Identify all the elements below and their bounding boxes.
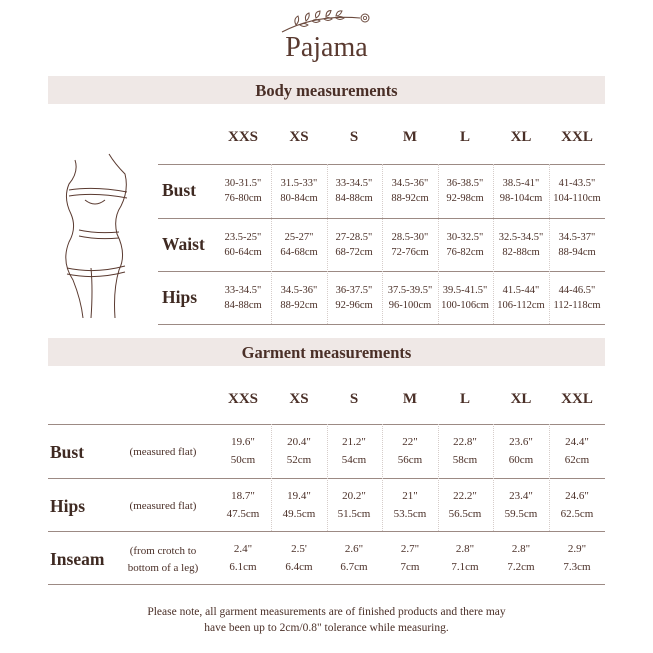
measurement-cell [213, 540, 273, 576]
measurement-cell [211, 176, 275, 206]
measurement-cell [211, 230, 275, 260]
cm-value: 51.5cm [337, 508, 371, 520]
body-measurements-heading: Body measurements [48, 76, 605, 104]
inches-value: 30-31.5" [224, 178, 262, 189]
row-label: Bust [162, 180, 197, 200]
measurement-cell [433, 230, 497, 260]
size-header: S [349, 129, 359, 145]
inches-value: 38.5-41" [502, 178, 540, 189]
inches-value: 28.5-30" [391, 232, 429, 243]
cm-value: 72-76cm [391, 247, 429, 258]
inches-value: 22" [402, 436, 418, 448]
inches-value: 21" [402, 490, 418, 502]
row-label: Bust [50, 442, 85, 462]
measurement-cell [545, 230, 609, 260]
size-header: M [402, 129, 418, 145]
size-header: XL [510, 129, 532, 145]
measurement-cell [491, 487, 551, 523]
cm-value: 106-112cm [497, 300, 545, 311]
cm-value: 59.5cm [504, 508, 538, 520]
cm-value: 112-118cm [553, 300, 601, 311]
inches-value: 22.2" [453, 490, 477, 502]
cm-value: 62.5cm [560, 508, 594, 520]
cm-value: 7.2cm [507, 561, 535, 573]
size-header: XXS [227, 129, 258, 145]
measurement-cell [324, 540, 384, 576]
inches-value: 32.5-34.5" [498, 232, 544, 243]
inches-value: 31.5-33" [280, 178, 318, 189]
inches-value: 18.7" [231, 490, 255, 502]
inches-value: 30-32.5" [446, 232, 484, 243]
cm-value: 76-80cm [224, 193, 262, 204]
measurement-cell [380, 540, 440, 576]
inches-value: 25-27" [284, 232, 314, 243]
measurement-cell [269, 487, 329, 523]
inches-value: 36-37.5" [335, 285, 373, 296]
measurement-cell [489, 176, 553, 206]
cm-value: 88-92cm [391, 193, 429, 204]
row-sublabel-line-2: bottom of a leg) [127, 562, 199, 574]
page-title: Pajama [285, 32, 368, 63]
size-header: XXS [227, 391, 258, 407]
inches-value: 2.6" [344, 543, 364, 555]
measurement-cell [322, 283, 386, 313]
inches-value: 34.5-36" [280, 285, 318, 296]
inches-value: 22.8" [453, 436, 477, 448]
measurement-cell [433, 176, 497, 206]
measurement-cell [489, 230, 553, 260]
inches-value: 2.9" [567, 543, 587, 555]
row-sublabel [118, 543, 208, 577]
row-label: Hips [162, 287, 198, 307]
cm-value: 60cm [508, 454, 534, 466]
inches-value: 27-28.5" [335, 232, 373, 243]
size-header: XXL [561, 391, 593, 407]
cm-value: 7.1cm [451, 561, 479, 573]
cm-value: 100-106cm [441, 300, 489, 311]
inches-value: 20.2" [342, 490, 366, 502]
cm-value: 80-84cm [280, 193, 318, 204]
cm-value: 88-92cm [280, 300, 318, 311]
inches-value: 41.5-44" [502, 285, 540, 296]
inches-value: 44-46.5" [558, 285, 596, 296]
cm-value: 92-98cm [446, 193, 484, 204]
inches-value: 24.6" [565, 490, 589, 502]
size-header: L [459, 391, 470, 407]
body-outline-illustration [55, 150, 145, 320]
cm-value: 58cm [452, 454, 478, 466]
inches-value: 2.8" [511, 543, 531, 555]
inches-value: 24.4" [565, 436, 589, 448]
inches-value: 2.7" [400, 543, 420, 555]
row-sublabel [118, 444, 208, 461]
cm-value: 53.5cm [393, 508, 427, 520]
measurement-cell [491, 540, 551, 576]
measurement-cell [435, 487, 495, 523]
inches-value: 19.4" [287, 490, 311, 502]
footer-note-line-2: have been up to 2cm/0.8" tolerance while measuring. [204, 622, 449, 634]
cm-value: 104-110cm [553, 193, 601, 204]
measurement-cell [324, 487, 384, 523]
footer-note-line-1: Please note, all garment measurements are of finished products and there may [147, 606, 506, 618]
cm-value: 47.5cm [226, 508, 260, 520]
cm-value: 60-64cm [224, 247, 262, 258]
cm-value: 88-94cm [558, 247, 596, 258]
inches-value: 33-34.5" [224, 285, 262, 296]
row-label: Hips [50, 496, 86, 516]
measurement-cell [491, 433, 551, 469]
size-header: XS [289, 129, 309, 145]
cm-value: 62cm [564, 454, 590, 466]
cm-value: 6.1cm [229, 561, 257, 573]
row-sublabel-line-1: (measured flat) [129, 500, 197, 512]
inches-value: 37.5-39.5" [387, 285, 433, 296]
measurement-cell [213, 433, 273, 469]
measurement-cell [211, 283, 275, 313]
size-header: M [402, 391, 418, 407]
row-sublabel [118, 498, 208, 515]
size-header: XL [510, 391, 532, 407]
size-header: L [459, 129, 470, 145]
inches-value: 2.4" [233, 543, 253, 555]
size-header: S [349, 391, 359, 407]
measurement-cell [324, 433, 384, 469]
inches-value: 34.5-37" [558, 232, 596, 243]
cm-value: 64-68cm [280, 247, 318, 258]
cm-value: 56cm [397, 454, 423, 466]
size-header: XXL [561, 129, 593, 145]
row-divider [48, 531, 605, 532]
cm-value: 7cm [400, 561, 420, 573]
measurement-cell [547, 433, 607, 469]
inches-value: 23.5-25" [224, 232, 262, 243]
cm-value: 84-88cm [335, 193, 373, 204]
inches-value: 23.6" [509, 436, 533, 448]
row-divider [158, 324, 605, 325]
row-divider [48, 584, 605, 585]
measurement-cell [269, 433, 329, 469]
row-sublabel-line-1: (measured flat) [129, 446, 197, 458]
measurement-cell [435, 540, 495, 576]
size-header: XS [289, 391, 309, 407]
garment-measurements-heading: Garment measurements [48, 338, 605, 366]
cm-value: 49.5cm [282, 508, 316, 520]
measurement-cell [547, 487, 607, 523]
measurement-cell [322, 230, 386, 260]
measurement-cell [489, 283, 553, 313]
cm-value: 76-82cm [446, 247, 484, 258]
inches-value: 41-43.5" [558, 178, 596, 189]
measurement-cell [435, 433, 495, 469]
cm-value: 84-88cm [224, 300, 262, 311]
inches-value: 23.4" [509, 490, 533, 502]
measurement-cell [213, 487, 273, 523]
cm-value: 68-72cm [335, 247, 373, 258]
inches-value: 33-34.5" [335, 178, 373, 189]
inches-value: 39.5-41.5" [442, 285, 488, 296]
cm-value: 6.4cm [285, 561, 313, 573]
footer-note [0, 604, 653, 636]
row-label: Inseam [50, 549, 105, 569]
cm-value: 52cm [286, 454, 312, 466]
measurement-cell [269, 540, 329, 576]
inches-value: 19.6" [231, 436, 255, 448]
inches-value: 36-38.5" [446, 178, 484, 189]
measurement-cell [433, 283, 497, 313]
cm-value: 6.7cm [340, 561, 368, 573]
row-label: Waist [162, 234, 205, 254]
inches-value: 2.8" [455, 543, 475, 555]
cm-value: 56.5cm [448, 508, 482, 520]
cm-value: 54cm [341, 454, 367, 466]
measurement-cell [545, 176, 609, 206]
measurement-cell [380, 487, 440, 523]
inches-value: 21.2" [342, 436, 366, 448]
row-sublabel-line-1: (from crotch to [129, 545, 197, 557]
measurement-cell [547, 540, 607, 576]
cm-value: 82-88cm [502, 247, 540, 258]
cm-value: 92-96cm [335, 300, 373, 311]
cm-value: 98-104cm [499, 193, 543, 204]
measurement-cell [322, 176, 386, 206]
inches-value: 2.5' [291, 543, 307, 555]
cm-value: 7.3cm [563, 561, 591, 573]
measurement-cell [545, 283, 609, 313]
measurement-cell [380, 433, 440, 469]
inches-value: 34.5-36" [391, 178, 429, 189]
cm-value: 50cm [230, 454, 256, 466]
inches-value: 20.4" [287, 436, 311, 448]
cm-value: 96-100cm [388, 300, 432, 311]
